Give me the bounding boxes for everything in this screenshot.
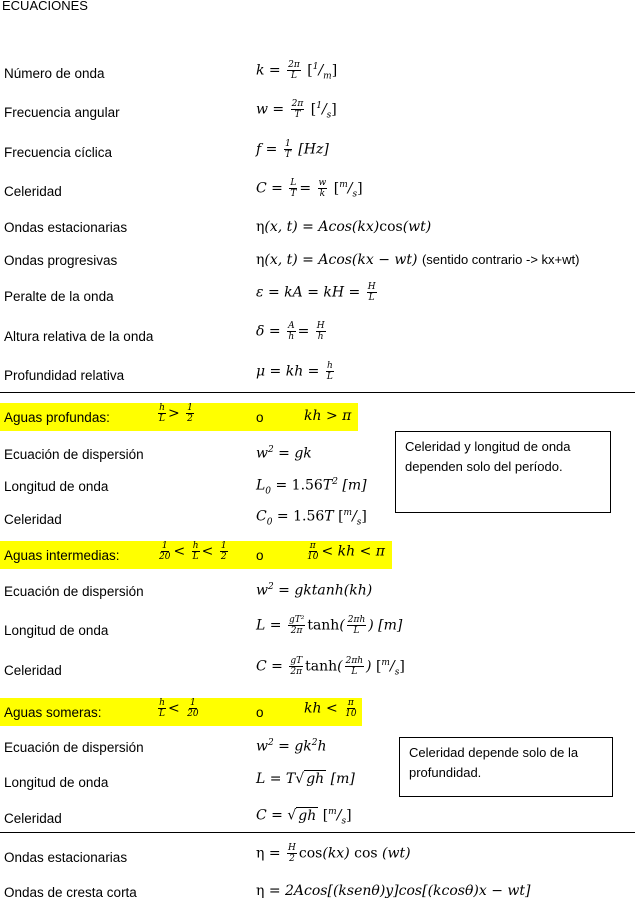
eq-longitud-someras: L = T√ gh [m] bbox=[256, 771, 355, 787]
label-ondas-progresivas: Ondas progresivas bbox=[4, 253, 118, 268]
label-altura-relativa: Altura relativa de la onda bbox=[4, 329, 154, 344]
eq-intermedias-cond1: $\frac{1}{20}$ < $\frac{h}{L}$ < $\frac{1}{2}$ bbox=[159, 541, 227, 562]
eq-someras-cond2: kh < $\frac{\pi}{10}$ bbox=[304, 698, 357, 719]
label-profundidad-relativa: Profundidad relativa bbox=[4, 368, 125, 383]
label-peralte: Peralte de la onda bbox=[4, 289, 114, 304]
eq-peralte: ε = kA = kH = $\frac{H}{L}$ bbox=[256, 282, 376, 303]
label-celeridad: Celeridad bbox=[4, 184, 62, 199]
label-longitud-profundas: Longitud de onda bbox=[4, 479, 109, 494]
label-longitud-intermedias: Longitud de onda bbox=[4, 623, 109, 638]
label-cresta-corta: Ondas de cresta corta bbox=[4, 885, 137, 900]
eq-ondas-progresivas: η(x, t) = Acos(kx − wt) (sentido contrario -> kx+wt) bbox=[256, 252, 580, 268]
label-dispersion-someras: Ecuación de dispersión bbox=[4, 740, 144, 755]
or-profundas: o bbox=[256, 410, 264, 425]
eq-altura-relativa: δ = $\frac{A}{h}$ = $\frac{H}{h}$ bbox=[256, 321, 325, 342]
or-someras: o bbox=[256, 705, 264, 720]
eq-profundidad-relativa: μ = kh = $\frac{h}{L}$ bbox=[256, 361, 333, 382]
eq-otras-estacionarias: η = $\frac{H}{2}$ cos(kx) cos (wt) bbox=[256, 843, 411, 864]
label-celeridad-profundas: Celeridad bbox=[4, 512, 62, 527]
label-dispersion-profundas: Ecuación de dispersión bbox=[4, 447, 144, 462]
eq-cresta-corta: η = 2Acos[(ksenθ)y]cos[(kcosθ)x − wt] bbox=[256, 883, 531, 899]
eq-celeridad-profundas: $C_0 = 1.56T$ $[^m/_s]$ bbox=[256, 508, 367, 528]
note-profundas: Celeridad y longitud de onda dependen solo del período. bbox=[395, 431, 611, 513]
label-ondas-estacionarias: Ondas estacionarias bbox=[4, 220, 128, 235]
eq-frecuencia-ciclica: f = $\frac{1}{T}$ [Hz] bbox=[256, 139, 329, 160]
eq-profundas-cond1: $\frac{h}{L}$ > $\frac{1}{2}$ bbox=[159, 403, 193, 424]
label-celeridad-intermedias: Celeridad bbox=[4, 663, 62, 678]
eq-ondas-estacionarias: η(x, t) = Acos(kx)cos(wt) bbox=[256, 219, 432, 235]
label-aguas-someras: Aguas someras: bbox=[4, 705, 102, 720]
divider bbox=[0, 392, 635, 393]
eq-intermedias-cond2: $\frac{\pi}{10}$ < kh < π bbox=[307, 541, 385, 562]
eq-numero-onda: k = $\frac{2\pi}{L}$ $[^1/_m]$ bbox=[256, 60, 338, 82]
label-numero-onda: Número de onda bbox=[4, 66, 105, 81]
divider bbox=[0, 832, 635, 833]
eq-profundas-cond2: kh > π bbox=[304, 408, 352, 424]
page-title: ECUACIONES bbox=[2, 0, 88, 13]
label-aguas-intermedias: Aguas intermedias: bbox=[4, 548, 120, 563]
ondas-progresivas-note: (sentido contrario -> kx+wt) bbox=[421, 252, 580, 267]
eq-celeridad-someras: C = √ gh $[^m/_s]$ bbox=[256, 807, 352, 827]
label-dispersion-intermedias: Ecuación de dispersión bbox=[4, 584, 144, 599]
eq-celeridad: C = $\frac{L}{T}$ = $\frac{w}{k}$ $[^m/_s]$ bbox=[256, 178, 363, 200]
eq-dispersion-intermedias: $w^2 = gktanh(kh)$ bbox=[256, 582, 373, 599]
label-frecuencia-ciclica: Frecuencia cíclica bbox=[4, 145, 113, 160]
note-someras: Celeridad depende solo de la profundidad. bbox=[399, 737, 613, 797]
eq-frecuencia-angular: w = $\frac{2\pi}{T}$ $[^1/_s]$ bbox=[256, 99, 337, 121]
eq-dispersion-someras: $w^2 = gk^2h$ bbox=[256, 738, 327, 755]
eq-longitud-profundas: $L_0 = 1.56T^2$ [m] bbox=[256, 477, 367, 497]
label-otras-estacionarias: Ondas estacionarias bbox=[4, 850, 128, 865]
label-aguas-profundas: Aguas profundas: bbox=[4, 410, 110, 425]
eq-longitud-intermedias: L = $\frac{\text{gT²}}{2\pi}$ tanh( $\frac{2\pi h}{L}$ ) [m] bbox=[256, 615, 403, 636]
or-intermedias: o bbox=[256, 548, 264, 563]
eq-celeridad-intermedias: C = $\frac{gT}{2\pi}$ tanh( $\frac{2\pi h}{L}$ ) $[^m/_s]$ bbox=[256, 656, 405, 678]
eq-dispersion-profundas: $w^2$ = gk bbox=[256, 445, 312, 462]
label-longitud-someras: Longitud de onda bbox=[4, 775, 109, 790]
label-frecuencia-angular: Frecuencia angular bbox=[4, 105, 120, 120]
label-celeridad-someras: Celeridad bbox=[4, 811, 62, 826]
eq-someras-cond1: $\frac{h}{L}$ < $\frac{1}{20}$ bbox=[159, 698, 199, 719]
